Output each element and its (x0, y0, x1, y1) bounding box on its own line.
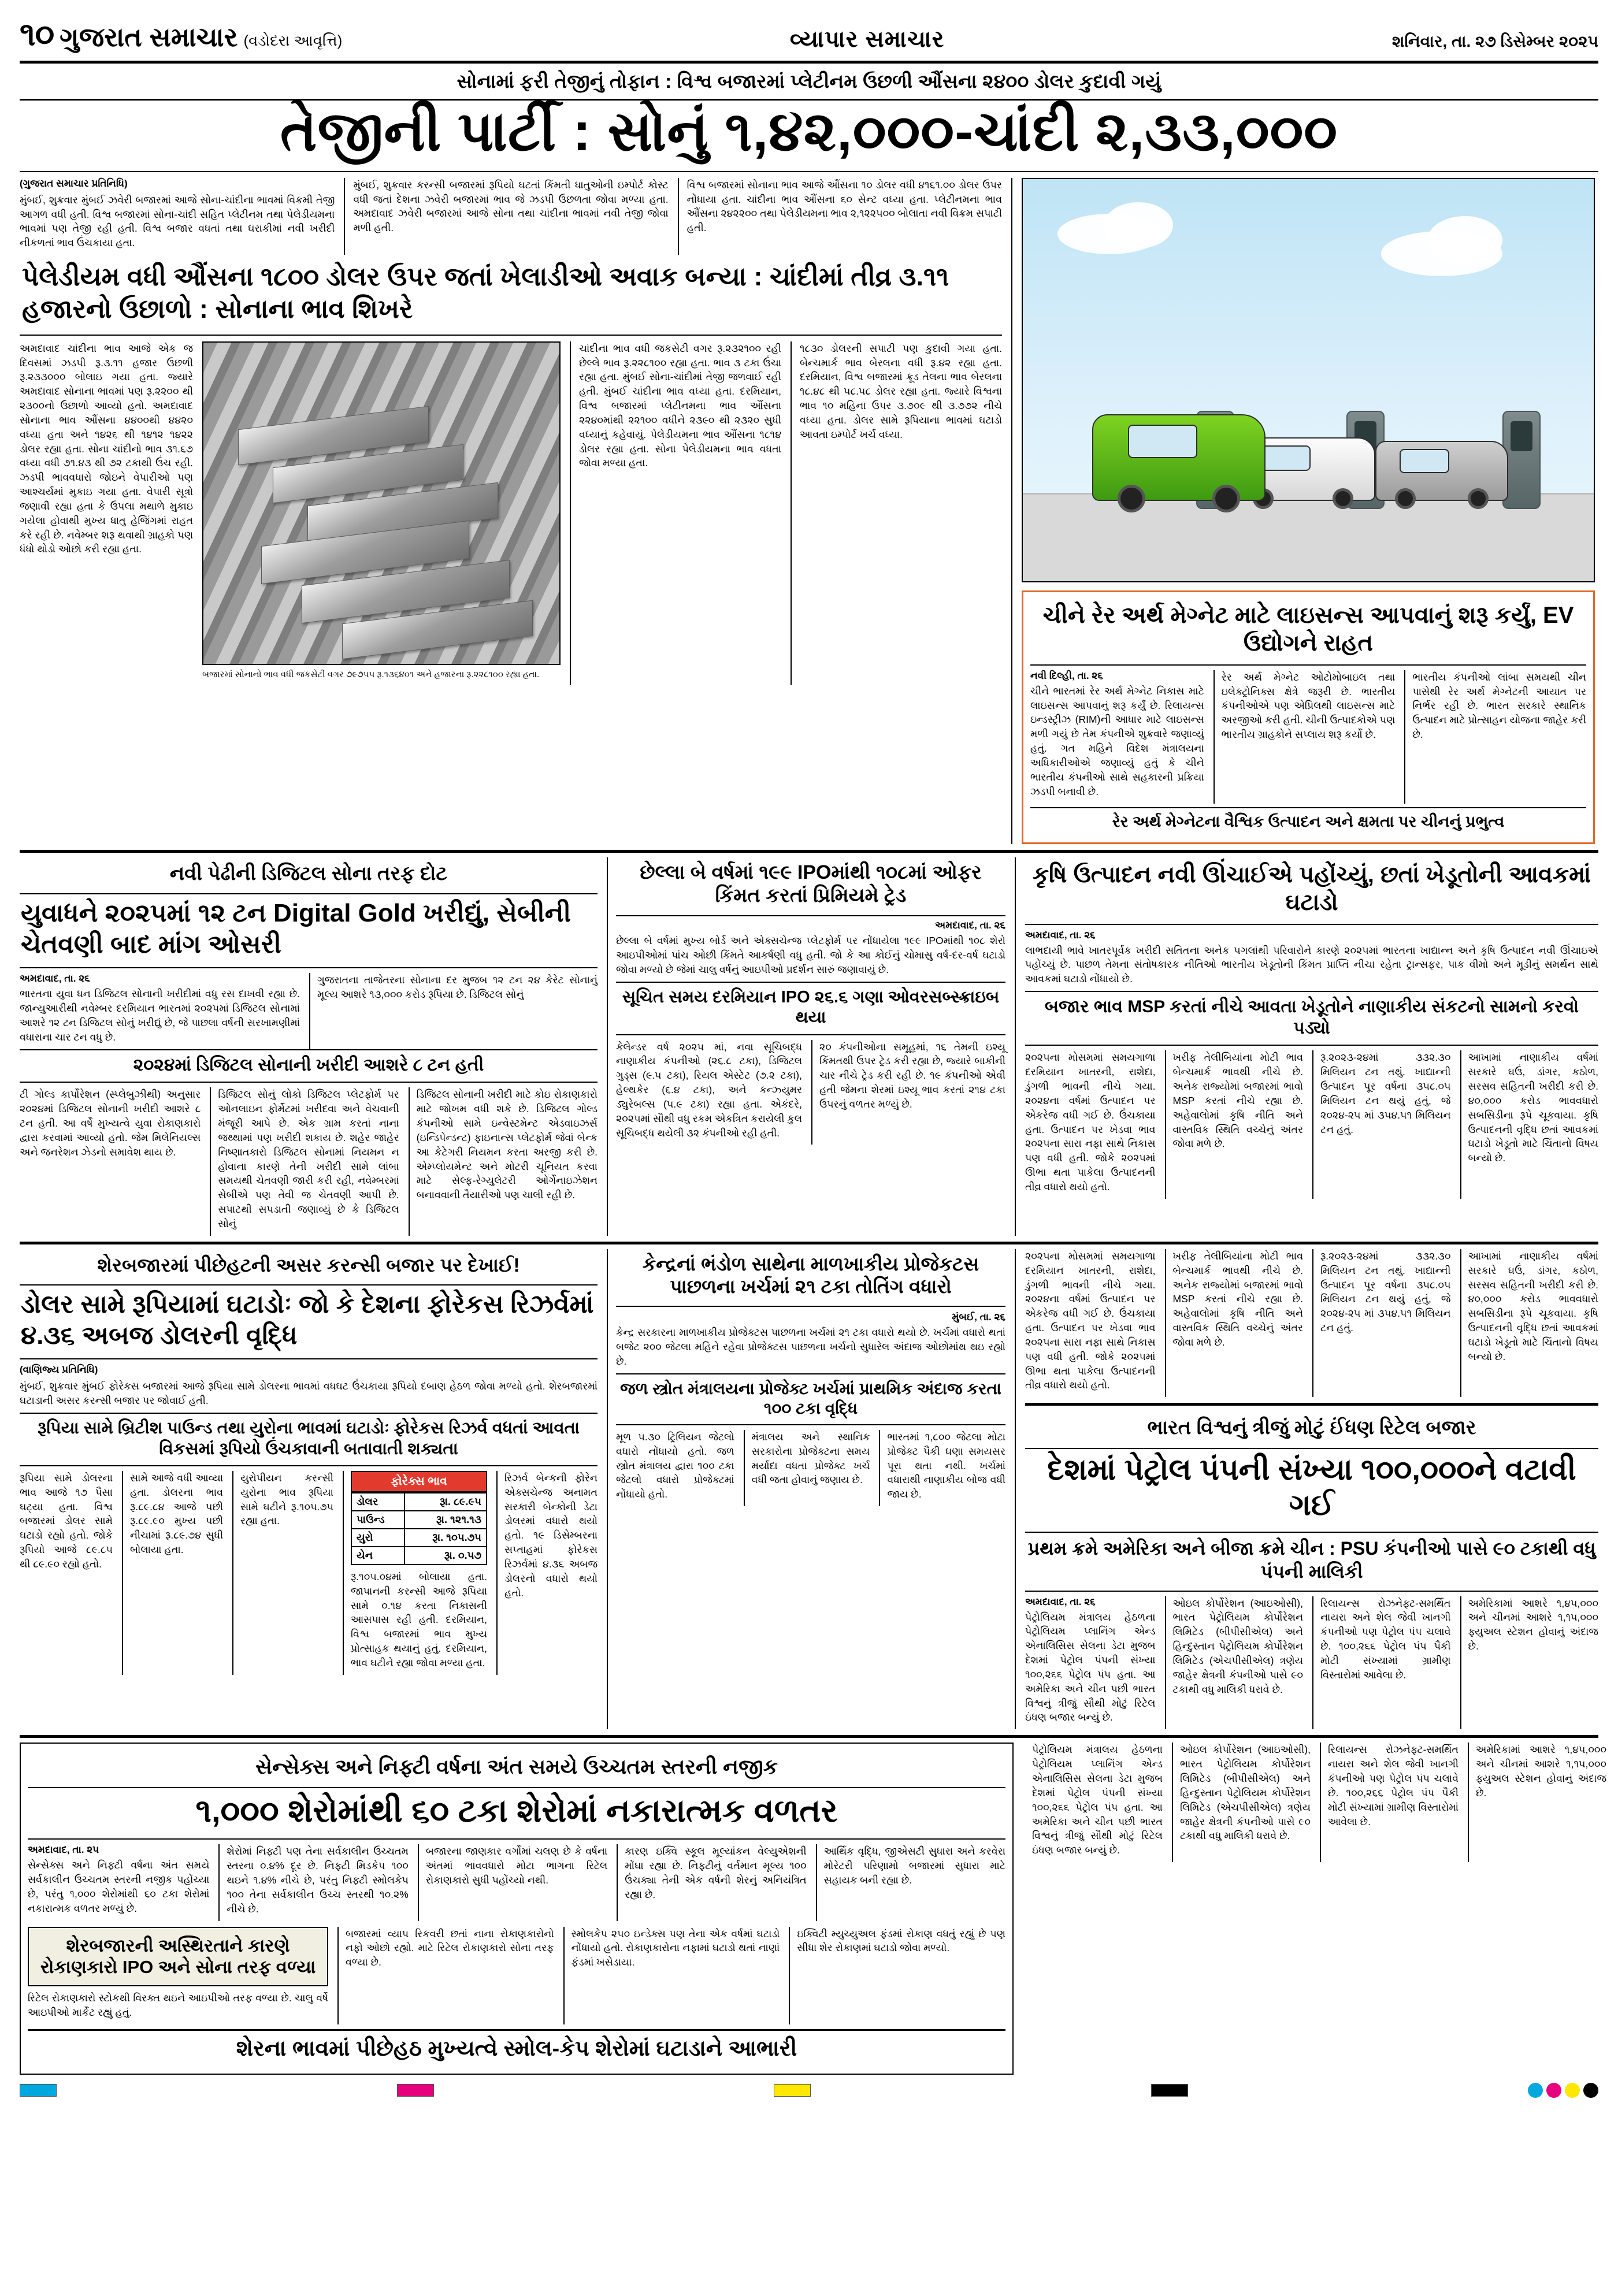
shade-box-paragraph-1: રિટેલ રોકાણકારો સ્ટોકથી વિરક્ત થઇને આઇપીઓ તરફ વળ્યા છે. ચાલુ વર્ષે આઇપીઓ માર્કેટ રહ્યું હતું. (28, 1992, 328, 2018)
digital-gold-paragraph-2: ગુજરાતના તાજેતરના સોનાના દર મુજબ ૧૨ ટન ૨૪ કેરેટ સોનાનું મૂલ્ય આશરે ૧૩,૦૦૦ કરોડ રૂપિયા છે. ડિજિટલ સોનું (317, 974, 598, 1001)
sensex-col-3 (418, 1844, 607, 1920)
table-row (351, 1511, 487, 1529)
digital-gold-subhead: ૨૦૨૪માં ડિજિટલ સોનાની ખરીદી આશરે ૮ ટન હતી (20, 1049, 598, 1083)
silver-caption: બજારમાં સોનાનો ભાવ વધી જકસેટી વગર ૭૯૭૫૫ રૂ.૧૩૬૪૦૧ અને હજારના રૂ.૨૨૮૧૦૦ રહ્યા હતા. (202, 669, 540, 679)
shade-col-4 (789, 1927, 1005, 2024)
lead-paragraph-3: વિશ્વ બજારમાં સોનાના ભાવ આજે ઔંસના ૧૦ ડોલર વધી ૪૧૬૧.૦૦ ડોલર ઉપર નોંધાયા હતા. ચાંદીના ભાવ ઔંસના ૬૦ સેન્ટ વધ્યા હતા. પ્લેટીનમના ભાવ ઔંસના ૨૪૨૨૦૦ તથા પેલેડીયમના ભાવ ૨,૧૨૨૫૦૦ બોલાતા નવી વિક્રમ સપાટી હતી. (686, 179, 1002, 234)
petrol-cont-4 (1468, 1743, 1606, 1862)
china-paragraph-1: ચીને ભારતમાં રેર અર્થ મેગ્નેટ નિકાસ માટે લાઇસન્સ આપવાનું શરૂ કર્યું છે. રિલાયન્સ ઇન્ડસ્ટ્રીઝ (RIM)ની આધાર માટે લાઇસન્સ મળી ગયું છે તેમ કંપનીએ શુક્રવારે જણાવ્યું હતું. ગત મહિને વિદેશ મંત્રાલયના અધિકારીઓએ જણાવ્યું હતું કે ચીને ભારતીય કંપનીઓ સાથે સહકારની પ્રક્રિયા ઝડપી બનાવી છે. (1030, 685, 1204, 797)
gold-bars-illustration (203, 343, 559, 664)
agri-cont-paragraph-4: આખામાં નાણાકીય વર્ષમાં સરકારે ઘઉં, ડાંગર, કઠોળ, સરસવ સહિતની ખરીદી કરી છે. ૪૦,૦૦૦ કરોડ ભાવવધારો સબસિડીના રૂપે ચૂકવાયા. કૃષિ ઉત્પાદનની વૃદ્ધિ છતાં આવકમાં ઘટાડો ખેડૂતો માટે ચિંતાનો વિષય બન્યો છે. (1468, 1250, 1598, 1362)
digital-gold-paragraph-5: ડિજિટલ સોનાની ખરીદી માટે કોઇ રોકાણકારો માટે જોખમ વધી શકે છે. ડિજિટલ ગોલ્ડ કંપનીઓ સામે ઇન્વેસ્ટમેન્ટ એડવાઇઝર્સ (ઇન્ડિપેન્ડન્ટ) ફાઇનાન્સ પ્લેટફોર્મ જેવાં બેન્ક આ કેટેગરી નિયમન કરતા અરજી કરી છે. એમ્પ્લોયમેન્ટ અને મોટરી ચૂનિયત કરવા માટે સેલ્ફ-રેગ્યુલેટરી ઓર્ગેનાઇઝેશન બનાવવાની તૈયારીઓ પણ ચાલી રહી છે. (416, 1088, 598, 1201)
sensex-paragraph-4: કારણ ઇક્વિ સ્કૂલ મૂલ્યાંકન વેલ્યુએશની મોંઘા રહ્યા છે. નિફ્ટીનું વર્તમાન મૂલ્ય ૧૦૦ ઉંચક્યા તેની એક વર્ષની શેરનું અનિયંત્રિત રહ્યા છે. (625, 1845, 807, 1900)
sensex-paragraph-1: સેન્સેક્સ અને નિફ્ટી વર્ષના અંત સમયે સર્વકાલીન ઉચ્ચતમ સ્તરની નજીક પહોંચ્યા છે, પરંતુ ૧,૦૦૦ શેરોમાંથી ૬૦ ટકા શેરોમાં નકારાત્મક વળતર મળ્યું છે. (28, 1859, 210, 1914)
shade-box-paragraph-3: સ્મોલકેપ ૨૫૦ ઇન્ડેક્સ પણ તેના એક વર્ષમાં ઘટાડો નોંધાયો હતો. રોકાણકારોના નફામાં ઘટાડો થતાં નાણાં ફંડમાં ખસેડાયા. (571, 1927, 780, 1968)
ipo-lead-paragraph: છેલ્લા બે વર્ષમાં મુખ્ય બોર્ડ અને એક્સચેન્જ પ્લેટફોર્મ પર નોંધાયેલા ૧૯૯ IPOમાંથી ૧૦૮ શેરો આઇપીઓમાં પાંચ ઓછી કિંમતે આકર્ષણી વધુ હતી. જો કે આ કોઈનું ચોમાસુ વર્ષ-દર-વર્ષ ઘટાડો જોવા મળ્યો છે જેમાં ચાલુ વર્ષનું આઇપીઓ પ્રદર્શન સારું જણાવાયું છે. (616, 935, 1005, 975)
forex-eyebrow: શેરબજારમાં પીછેહટની અસર કરન્સી બજાર પર દેખાઈ! (97, 1254, 520, 1276)
registration-dot-cyan (1528, 2083, 1543, 2098)
page-number: ૧૦ (20, 16, 54, 52)
hydro-paragraph-3: ભારતમાં ૧,૮૦૦ જેટલા મોટા પ્રોજેક્ટ પૈકી ઘણા સમયસર પૂરા થતા નથી. ખર્ચમાં વધારાથી નાણાકીય બોજ વધી જાય છે. (887, 1431, 1006, 1500)
forex-paragraph-5: રિઝર્વ બેન્કની ફોરેન એક્સચેન્જ અનામત સરકારી બેન્કોની ડેટા ડોલરમાં વધારો થયો હતો. ૧૯ ડિસેમ્બરના સપ્તાહમાં ફોરેકસ રિઝર્વમાં ૪.૩૬ અબજ ડોલરનો વધારો થયો હતો. (504, 1472, 598, 1599)
ipo-paragraph-2: ૨૦ કંપનીઓના સમૂહમાં, ૧૬ તેમની ઇશ્યૂ કિંમતથી ઉપર ટ્રેડ કરી રહ્યા છે, જ્યારે બાકીની ચાર નીચે ટ્રેડ કરી રહી છે. ૧૯ કંપનીઓ એવી હતી જેમના શેરમાં ઇશ્યૂ ભાવ કરતાં ૨૧૪ ટકા ઉપરનું વળતર મળ્યું છે. (819, 1041, 1005, 1110)
digital-gold-col-c (20, 1087, 201, 1235)
issue-date: શનિવાર, તા. ૨૭ ડિસેમ્બર ૨૦૨૫ (1391, 32, 1598, 50)
hydro-subhead: જળ સ્ત્રોત મંત્રાલયના પ્રોજેક્ટ ખર્ચમાં પ્રાથમિક અંદાજ કરતા ૧૦૦ ટકા વૃદ્ધિ (616, 1373, 1005, 1425)
petrol-cont-3 (1320, 1743, 1459, 1862)
section-title: વ્યાપાર સમાચાર (789, 27, 945, 52)
forex-paragraph-2: રૂપિયા સામે ડોલરના ભાવ આજે ૧૭ પૈસા ઘટ્યા હતા. વિશ્વ બજારમાં ડોલર સામે ઘટાડો રહ્યો હતો. જોકે રૂપિયો આજે ૮૯.૮૫ થી ૮૯.૯૦ રહ્યો હતો. (20, 1472, 113, 1570)
petrol-pump-story (1025, 1411, 1598, 1729)
petrol-paragraph-1: પેટ્રોલિયમ મંત્રાલય હેઠળના પેટ્રોલિયમ પ્લાનિંગ એન્ડ એનાલિસિસ સેલના ડેટા મુજબ દેશમાં પેટ્રોલ પંપની સંખ્યા ૧૦૦,૨૬૬ પેટ્રોલ પંપ હતા. આ અમેરિકા અને ચીન પછી ભારત વિશ્વનું ત્રીજું સૌથી મોટું રિટેલ ઇંધણ બજાર બન્યું છે. (1025, 1611, 1156, 1723)
hydro-story (607, 1249, 1005, 1729)
forex-headline: ડોલર સામે રૂપિયામાં ઘટાડોઃ જો કે દેશના ફોરેકસ રિઝર્વમાં ૪.૩૬ અબજ ડોલરની વૃદ્ધિ (21, 1290, 594, 1350)
color-swatch-yellow (774, 2084, 811, 2097)
china-col-3 (1404, 670, 1586, 804)
forex-paragraph-1: મુંબઈ, શુક્રવાર મુંબઈ ફોરેકસ બજારમાં આજે રૂપિયા સામે ડોલરના ભાવમાં વધઘટ ઉંચકાયા રૂપિયો દબાણ હેઠળ જોવા મળ્યો હતો. શેરબજારમાં ઘટાડાની અસર કરન્સી બજાર પર જોવાઈ હતી. (20, 1380, 598, 1407)
petrol-cont-2 (1172, 1743, 1311, 1862)
silver-col-1 (20, 341, 193, 685)
china-col-2 (1214, 670, 1396, 804)
registration-dot-yellow (1565, 2083, 1580, 2098)
digital-gold-story (20, 857, 598, 1236)
agri-dateline: અમદાવાદ, તા. ૨૬ (1025, 929, 1096, 941)
forex-col-1 (20, 1471, 113, 1675)
silver-col-4 (791, 341, 1002, 685)
agri-cont-2 (1165, 1249, 1304, 1397)
lead-kicker: સોનામાં ફરી તેજીનું તોફાન : વિશ્વ બજારમાં પ્લેટીનમ ઉછળી ઔંસના ૨૪૦૦ ડોલર કુદાવી ગયું (457, 70, 1161, 92)
lead-col-3 (678, 178, 1002, 255)
digital-gold-paragraph-3: ટી ગોલ્ડ કાર્પોરેશન (સ્પ્લેબુઝીથી) અનુસાર ૨૦૨૪માં ડિજિટલ સોનાની ખરીદી આશરે ૮ ટન હતી. આ વર્ષે મુખ્યત્વે યુવા રોકાણકારો દ્વારા કરવામાં આવ્યો હતો. જેમ મિલેનિયલ્સ અને જનરેશન ઝેડનો સમાવેશ થાય છે. (20, 1088, 201, 1158)
agri-intro-paragraph: લાભદાયી ભાવે ખાતરપૂર્વક ખરીદી સતિતના અનેક પગલાંથી પરિવારોને કારણે ૨૦૨૫માં ભારતના ખાદ્યાન્ન અને કૃષિ ઉત્પાદન નવી ઊંચાઇએ પહોંચ્યું છે. પાછળ તેમના સંતોષકારક નીતિઓ ભારતીય ખેડૂતોની કિંમત પ્રાપ્તિ નીચા રહેતા ટ્રાન્સફર, પાક વીમો અને મૂડીનું સમર્થન સાથે આવકમાં ઘટાડો નોંધાયો છે. (1025, 944, 1598, 985)
ev-figure-column (1011, 178, 1595, 844)
petrol-eyebrow: ભારત વિશ્વનું ત્રીજું મોટું ઈંધણ રિટેલ બજાર (1147, 1417, 1476, 1439)
hydro-headline: કેન્દ્રનાં ભંડોળ સાથેના માળખાકીય પ્રોજેકટસ પાછળના ખર્ચમાં ૨૧ ટકા તોતિંગ વધારો (642, 1253, 979, 1298)
digital-gold-paragraph-4: ડિજિટલ સોનું લોકો ડિજિટલ પ્લેટફોર્મ પર ઓનલાઇન ફોર્મેટમાં ખરીદવા અને વેચવાની મંજૂરી આપે છે. એક ગ્રામ કરતાં નાના જથ્થામાં પણ ખરીદી શકાય છે. શહેર જાહેર નિષ્ણાતકારો ડિજિટલ સોનામાં નિયમન ન હોવાના કારણે તેની ખરીદી સામે લાંબા સમયથી ચેતવણી જારી કરી રહી, નવેમ્બરમાં સેબીએ પણ તેવી જ ચેતવણી આપી છે. સપાટથી સપડાતી જણાવ્યું છે કે ડિજિટલ સોનું (218, 1088, 399, 1230)
petrol-cont-1 (1032, 1743, 1163, 1862)
forex-byline: (વાણિજ્ય પ્રતિનિધિ) (20, 1364, 98, 1376)
sensex-col-5 (816, 1844, 1005, 1920)
table-row (351, 1493, 487, 1511)
petrol-col-3 (1312, 1596, 1451, 1730)
digital-gold-paragraph-1: ભારતના યુવા ધન ડિજિટલ સોનાની ખરીદીમાં વધુ રસ દાખવી રહ્યા છે. જાન્યુઆરીથી નવેમ્બર દરમિયાન ભારતમાં ૨૦૨૫માં ડિજિટલ સોનામાં આશરે ૧૨ ટન ડિજિટલ સોનું ખરીદ્યું છે, જે પાછલા વર્ષની સરખામણીમાં વધારાના ચાર ટન વધુ છે. (20, 988, 300, 1043)
shade-box-paragraph-4: ઇક્વિટી મ્યુચ્યુઅલ ફંડમાં રોકાણ વધતું રહ્યું છે પણ સીધા શેર રોકાણમાં ઘટાડો જોવા મળ્યો. (797, 1927, 1006, 1954)
silver-col-3 (570, 341, 781, 685)
masthead (20, 15, 1598, 58)
forex-row-label: ડોલર (351, 1493, 404, 1511)
sensex-footer-line: શેરના ભાવમાં પીછેહઠ મુખ્યત્વે સ્મોલ-કેપ શેરોમાં ઘટાડાને આભારી (28, 2029, 1005, 2068)
shade-col-3 (563, 1927, 780, 2024)
paper-name: ગુજરાત સમાચાર (60, 22, 238, 52)
silver-story-headline: પેલેડીયમ વધી ઔંસના ૧૮૦૦ ડોલર ઉપર જતાં ખેલાડીઓ અવાક બન્યા : ચાંદીમાં તીવ્ર ૩.૧૧ હજારનો ઉછાળો : સોનાના ભાવ શિખરે (22, 262, 949, 324)
registration-dot-black (1583, 2083, 1598, 2098)
sensex-eyebrow: સેન્સેક્સ અને નિફ્ટી વર્ષના અંત સમયે ઉચ્ચતમ સ્તરની નજીક (255, 1755, 778, 1779)
china-col-1 (1030, 670, 1204, 804)
silver-paragraph-3: ચાંદીના ભાવ વધી જકસેટી વગર રૂ.૨૩૨૧૦૦ રહી છેલ્લે ભાવ રૂ.૨૨૮૧૦૦ રહ્યા હતા. ભાવ ૩ ટકા ઉંચા રહ્યા હતા. મુંબઈ સોના-ચાંદીમાં તેજી જળવાઈ રહી હતી. મુંબઈ ચાંદીના ભાવ વધ્યા હતા. દરમિયાન, વિશ્વ બજારમાં પ્લેટીનમના ભાવ ઔંસના ૨૨૪૦માંથી ૨૨૧૦૦ વધીને ૨૩૯૦ થી ૨૩૨૦ સુધી વધ્યાનું કહેવાયું. પેલેડીયમના ભાવ ઔંસના ૧૮૧૪ ડોલર રહ્યા હતા. સોના પેલેડીયમના ભાવ વધતા જોવા મળ્યા હતા. (579, 342, 781, 469)
silver-paragraph-1: અમદાવાદ ચાંદીના ભાવ આજે એક જ દિવસમાં ઝડપી રૂ.૩.૧૧ હજાર ઉછળી રૂ.૨૩૩૦૦૦ બોલાઇ ગયા હતા. જ્યારે અમદાવાદ સોનાના ભાવમાં પણ રૂ.૨૨૦૦ થી ૨૩૦૦નો ઉછાળો આવ્યો હતો. અમદાવાદ સોનાના ભાવ ઔંસના ૪૪૦૦થી ૪૪૨૦ વધ્યા હતા અને ૧૪૨૬ થી ૧૪૧૨ ૧૪૨૨ ડોલર રહ્યા હતા. સોના ચાંદીનો ભાવ ૩૧.૬૭ વધ્યા વધી ૭૧.૪૩ થી ૭૨ ટકાથી ઉંચ રહી. ઝડપી ભાવવધારો જોઇને વેપારીઓ પણ આશ્ચર્યમાં મુકાઇ ગયા હતા. વેપારી સૂત્રો જણાવી રહ્યા હતા કે ઉપલા મથાળે મુકાઇ ગયેલા હોવાથી મુખ્ય ધાતુ હેજિંગમાં રાહત કરે રહી છે. નવેમ્બર શરૂ થવાથી ગ્રાહકો પણ ધંધો થોડો ઓછો કરી રહ્યા હતા. (20, 342, 193, 555)
agri-col-2 (1165, 1050, 1304, 1198)
agri-cont-4 (1460, 1249, 1599, 1397)
lead-headline: તેજીની પાર્ટી : સોનું ૧,૪૨,૦૦૦-ચાંદી ૨,૩૩,૦૦૦ (280, 101, 1338, 162)
hydro-col-1 (616, 1430, 734, 1506)
ipo-subhead: સૂચિત સમય દરમિયાન IPO ૨૬.૬ ગણા ઓવરસબ્સ્ક્રાઇબ થયા (616, 982, 1005, 1035)
car-green (1092, 414, 1266, 501)
petrol-paragraph-3: રિલાયન્સ રોઝનેફ્ટ-સમર્થિત નાયરા અને શેલ જેવી ખાનગી કંપનીઓ પણ પેટ્રોલ પંપ ચલાવે છે. ૧૦૦,૨૬૬ પેટ્રોલ પંપ પૈકી મોટી સંખ્યામાં ગ્રામીણ વિસ્તારોમાં આવેલા છે. (1320, 1597, 1451, 1681)
china-rare-earth-box (1022, 590, 1595, 844)
forex-row-value: રૂા. ૮૯.૯૫ (404, 1493, 487, 1511)
petrol-cont-paragraph-4: અમેરિકામાં આશરે ૧,૪૫,૦૦૦ અને ચીનમાં આશરે ૧,૧૫,૦૦૦ ફ્યુઅલ સ્ટેશન હોવાનું અંદાજ છે. (1476, 1744, 1606, 1799)
forex-col-a (20, 1364, 598, 1413)
forex-col-4 (343, 1471, 487, 1675)
sensex-col-1 (28, 1844, 209, 1920)
bottom-right-filler (1023, 1743, 1606, 2075)
petrol-cont-paragraph-1: પેટ્રોલિયમ મંત્રાલય હેઠળના પેટ્રોલિયમ પ્લાનિંગ એન્ડ એનાલિસિસ સેલના ડેટા મુજબ દેશમાં પેટ્રોલ પંપની સંખ્યા ૧૦૦,૨૬૬ પેટ્રોલ પંપ હતા. આ અમેરિકા અને ચીન પછી ભારત વિશ્વનું ત્રીજું સૌથી મોટું રિટેલ ઇંધણ બજાર બન્યું છે. (1032, 1744, 1163, 1856)
agri-paragraph-2: ખરીફ તેલીબિયાંના મોટી ભાવ બેન્ચમાર્ક ભાવથી નીચે છે. અનેક રાજ્યોમાં બજારમાં ભાવો MSP કરતાં નીચે રહ્યા છે. અહેવાલોમાં કૃષિ નીતિ અને વાસ્તવિક સ્થિતિ વચ્ચેનું અંતર જોવા મળે છે. (1172, 1052, 1303, 1150)
ipo-col-2 (811, 1040, 1005, 1145)
forex-row-label: પાઉન્ડ (351, 1511, 404, 1529)
petrol-cont-paragraph-2: ઓઇલ કોર્પોરેશન (આઇઓસી), ભારત પેટ્રોલિયમ કોર્પોરેશન લિમિટેડ (બીપીસીએલ) અને હિન્દુસ્તાન પેટ્રોલિયમ કોર્પોરેશન લિમિટેડ (એચપીસીએલ) ત્રણેય જાહેર ક્ષેત્રની કંપનીઓ પાસે ૯૦ ટકાથી વધુ માલિકી ધરાવે છે. (1180, 1744, 1311, 1842)
forex-row-label: યુરો (351, 1529, 404, 1547)
color-swatch-cyan (20, 2084, 57, 2097)
digital-gold-eyebrow: નવી પેઢીની ડિજિટલ સોના તરફ દોટ (169, 862, 448, 885)
registration-dot-magenta (1546, 2083, 1561, 2098)
hydro-paragraph-2: મંત્રાલય અને સ્થાનિક સરકારોના પ્રોજેક્ટના સમય મર્યાદા વધતા પ્રોજેક્ટ ખર્ચ વધી જતા હોવાનું જણાય છે. (751, 1431, 870, 1486)
shade-box-paragraph-2: બજારમાં વ્યાપ રિકવરી છતાં નાના રોકાણકારોનો નફો ઓછો રહ્યો. માટે રિટેલ રોકાણકારો સોના તરફ વળ્યા છે. (346, 1927, 554, 1968)
lead-paragraph-2: મુંબઈ, શુક્રવાર કરન્સી બજારમાં રૂપિયો ઘટતાં કિંમતી ધાતુઓની ઇમ્પોર્ટ કોસ્ટ વધી જતાં દેશના ઝવેરી બજારમાં ભાવ જે ઝડપી ઉછળતા જોવા મળ્યા હતા. અમદાવાદ ઝવેરી બજારમાં આજે સોના તથા ચાંદીના ભાવમાં નવી તેજી જોવા મળી હતી. (353, 179, 669, 234)
petrol-subhead: પ્રથમ ક્રમે અમેરિકા અને બીજા ક્રમે ચીન : PSU કંપનીઓ પાસે ૯૦ ટકાથી વધુ પંપની માલિકી (1027, 1538, 1596, 1582)
sensex-paragraph-5: આર્થિક વૃદ્ધિ, જીએસટી સુધારા અને કરવેરા મોરેટરી પરિણામો બજારમાં સુધારા માટે સહાયક બની રહ્યા છે. (823, 1845, 1006, 1886)
color-swatch-black (1151, 2084, 1188, 2097)
petrol-dateline: અમદાવાદ, તા. ૨૬ (1025, 1596, 1096, 1607)
agri-col-4 (1460, 1050, 1599, 1198)
agri-headline: કૃષિ ઉત્પાદન નવી ઊંચાઈએ પહોંચ્યું, છતાં ખેડૂતોની આવકમાં ઘટાડો (1032, 861, 1591, 915)
agri-paragraph-1: ૨૦૨૫ના મોસમમાં સમયગાળા દરમિયાન ખાતરની, રાશેદા, ડુંગળી ભાવની નીચે ગયા. ૨૦૨૪ના વર્ષમાં ઉત્પાદન પર એકરેજ વધી ગઈ છે. ઉંચકાયા હતા. ઉત્પાદન પર ખેડવા ભાવ ૨૦૨૫ના સારા નફા સાથે નિકાસ પણ વધી હતી. જોકે ૨૦૨૫માં ઊભા થતા પાકેલા ઉત્પાદનની તીવ્ર વધારો થયો હતો. (1025, 1052, 1156, 1192)
forex-col-3 (232, 1471, 333, 1675)
china-dateline: નવી દિલ્હી, તા. ૨૬ (1030, 670, 1103, 681)
forex-subhead: રૂપિયા સામે બ્રિટીશ પાઉન્ડ તથા યુરોના ભાવમાં ઘટાડોઃ ફોરેકસ રિઝર્વ વધતાં આવતા વિકસમાં રૂપિયો ઉંચકાવાની બતાવાતી શક્યતા (20, 1413, 598, 1466)
forex-col-5 (496, 1471, 598, 1675)
digital-gold-col-e (409, 1087, 598, 1235)
agri-col-intro (1025, 930, 1598, 991)
petrol-col-1 (1025, 1596, 1156, 1730)
table-row (351, 1547, 487, 1565)
forex-rate-table (351, 1471, 487, 1565)
hydro-dateline: મુંબઈ, તા. ૨૬ (952, 1312, 1005, 1323)
sensex-paragraph-3: બજારના જાણકાર વર્ગોમાં ચલણ છે કે વર્ષના અંતમાં ભાવવધારો મોટા ભાગના રિટેલ રોકાણકારો સુધી પહોંચ્યો નથી. (425, 1845, 608, 1886)
agri-cont-1 (1025, 1249, 1156, 1397)
sensex-paragraph-2: શેરોમાં નિફ્ટી પણ તેના સર્વકાલીન ઉચ્ચતમ સ્તરના ૦.૪% દૂર છે. નિફ્ટી મિડકેપ ૧૦૦ થઇને ૧.૪% નીચે છે, પરંતુ નિફ્ટી સ્મોલકેપ ૧૦૦ તેના સર્વકાલીન ઉચ્ચ સ્તરથી ૧૦.૨% નીચે છે. (227, 1845, 409, 1915)
agri-subhead: બજાર ભાવ MSP કરતાં નીચે આવતા ખેડૂતોને નાણાકીય સંકટનો સામનો કરવો પડ્યો (1025, 991, 1598, 1046)
forex-table-title: ફોરેક્સ ભાવ (351, 1471, 487, 1492)
masthead-left (20, 15, 342, 54)
hydro-paragraph-1: મૂળ ૫.૩૦ ટ્રિલિયન જેટલો વધારો નોંધાયો હતો. જળ સ્ત્રોત મંત્રાલય દ્વારા ૧૦૦ ટકા જેટલો વધારો પ્રોજેક્ટમાં નોંધાયો હતો. (616, 1431, 734, 1500)
forex-after-table-paragraph: રૂ.૧૦૫.૦૪માં બોલાયા હતા. જાપાનની કરન્સી આજે રૂપિયા સામે ૦.૧૪ કરતા નિકાસની આસપાસ રહી હતી. દરમિયાન, વિશ્વ બજારમાં ભાવ મુખ્ય પ્રોત્સાહક થયાનું હતું. દરમિયાન, ભાવ ઘટીને રહ્યા જોવા મળ્યા હતા. (351, 1570, 487, 1669)
petrol-col-4 (1460, 1596, 1599, 1730)
agri-cont-3 (1312, 1249, 1451, 1397)
digital-gold-dateline: અમદાવાદ, તા. ૨૬ (20, 973, 90, 984)
sensex-story (20, 1743, 1014, 2075)
agri-col-3 (1312, 1050, 1451, 1198)
ipo-col-1 (616, 1040, 802, 1145)
petrol-headline: દેશમાં પેટ્રોલ પંપની સંખ્યા ૧૦૦,૦૦૦ને વટાવી ગઈ (1047, 1452, 1576, 1522)
forex-col-2 (122, 1471, 223, 1675)
ipo-dateline: અમદાવાદ, તા. ૨૬ (935, 920, 1005, 931)
sensex-col-4 (617, 1844, 806, 1920)
lead-col-2 (344, 178, 668, 255)
china-headline: ચીને રેર અર્થ મેગ્નેટ માટે લાઇસન્સ આપવાનું શરૂ કર્યું, EV ઉદ્યોગને રાહત (1042, 602, 1574, 656)
ipo-gold-shift-box (28, 1927, 328, 1987)
petrol-paragraph-4: અમેરિકામાં આશરે ૧,૪૫,૦૦૦ અને ચીનમાં આશરે ૧,૧૫,૦૦૦ ફ્યુઅલ સ્ટેશન હોવાનું અંદાજ છે. (1468, 1597, 1598, 1652)
forex-row-value: રૂા. ૧૨૧.૧૩ (404, 1511, 487, 1529)
agri-paragraph-3: રૂ.૨૦૨૩-૨૪માં ૩૩૨.૩૦ મિલિયન ટન તથું. ખાદ્યાન્ની ઉત્પાદન પૂર વર્ષના ૩૫૮.૦૫ મિલિયન ટન થયું હતું, જે ૨૦૨૪-૨૫ માં ૩૫૪.૫૧ મિલિયન ટન હતું. (1320, 1052, 1451, 1135)
gold-bars-figure (202, 341, 561, 685)
forex-paragraph-3: સામે આજે વધી આવ્યા હતા. ડોલરના ભાવ રૂ.૮૯.૮૪ આજે પછી રૂ.૮૯.૯૦ મુખ્ય પછી નીચામાં રૂ.૮૯.૭૪ સુધી બોલાયા હતા. (130, 1472, 223, 1556)
ev-charging-illustration (1022, 178, 1595, 582)
forex-story (20, 1249, 598, 1729)
petrol-col-2 (1165, 1596, 1304, 1730)
forex-row-value: રૂા. ૦.૫૭ (404, 1547, 487, 1565)
color-swatch-magenta (397, 2084, 434, 2097)
petrol-cont-paragraph-3: રિલાયન્સ રોઝનેફ્ટ-સમર્થિત નાયરા અને શેલ જેવી ખાનગી કંપનીઓ પણ પેટ્રોલ પંપ ચલાવે છે. ૧૦૦,૨૬૬ પેટ્રોલ પંપ પૈકી મોટી સંખ્યામાં ગ્રામીણ વિસ્તારોમાં આવેલા છે. (1328, 1744, 1459, 1827)
ipo-story (607, 857, 1005, 1236)
agri-cont-paragraph-3: રૂ.૨૦૨૩-૨૪માં ૩૩૨.૩૦ મિલિયન ટન તથું. ખાદ્યાન્ની ઉત્પાદન પૂર વર્ષના ૩૫૮.૦૫ મિલિયન ટન થયું હતું, જે ૨૦૨૪-૨૫ માં ૩૫૪.૫૧ મિલિયન ટન હતું. (1320, 1250, 1451, 1334)
lead-paragraph-1: મુંબઈ, શુક્રવાર મુંબઈ ઝવેરી બજારમાં આજે સોના-ચાંદીના ભાવમાં વિક્રમી તેજી આગળ વધી હતી. વિશ્વ બજારમાં સોના-ચાંદી સહિત પ્લેટીનમ તથા પેલેડીયમના ભાવમાં પણ તેજી રહી હતી. વિશ્વ બજાર વધતાં તથા ઘરાકીમાં નવી ખરીદી નીકળતાં ભાવ ઉંચકાયા હતા. (20, 194, 335, 249)
agri-cont-paragraph-1: ૨૦૨૫ના મોસમમાં સમયગાળા દરમિયાન ખાતરની, રાશેદા, ડુંગળી ભાવની નીચે ગયા. ૨૦૨૪ના વર્ષમાં ઉત્પાદન પર એકરેજ વધી ગઈ છે. ઉંચકાયા હતા. ઉત્પાદન પર ખેડવા ભાવ ૨૦૨૫ના સારા નફા સાથે નિકાસ પણ વધી હતી. જોકે ૨૦૨૫માં ઊભા થતા પાકેલા ઉત્પાદનની તીવ્ર વધારો થયો હતો. (1025, 1250, 1156, 1391)
digital-gold-col-a (20, 973, 300, 1049)
china-footer-line: રેર અર્થ મેગ્નેટના વૈશ્વિક ઉત્પાદન અને ક્ષમતા પર ચીનનું પ્રભુત્વ (1030, 807, 1586, 837)
digital-gold-headline: યુવાધને ૨૦૨૫માં ૧૨ ટન Digital Gold ખરીદ્યું, સેબીની ચેતવણી બાદ માંગ ઓસરી (21, 899, 572, 958)
shade-box-headline: શેરબજારની અસ્થિરતાને કારણે રોકાણકારો IPO અને સોના તરફ વળ્યા (40, 1935, 316, 1978)
agri-story (1015, 857, 1598, 1236)
hydro-col-2 (744, 1430, 870, 1506)
sensex-dateline: અમદાવાદ, તા. ૨૫ (28, 1844, 99, 1856)
digital-gold-col-b (309, 973, 598, 1049)
agri-continued-column (1015, 1249, 1598, 1729)
hydro-lead-paragraph: કેન્દ્ર સરકારના માળખાકીય પ્રોજેક્ટસ પાછળના ખર્ચમાં ૨૧ ટકા વધારો થયો છે. ખર્ચમાં વધારો થતાં બજેટ ૨૦૦ જેટલા મહિને રહેવા પ્રોજેક્ટસ પાછળના ખર્ચનો સુધારેલ અંદાજ ઓછોમાંથ થઇ રહ્યો છે. (616, 1327, 1005, 1367)
table-row (351, 1529, 487, 1547)
ipo-paragraph-1: કેલેન્ડર વર્ષ ૨૦૨૫ માં, નવા સૂચિબદ્ધ નાણાકીય કંપનીઓ (૨૬.૮ ટકા), ડિજિટલ ગુડ્સ (૯.૫ ટકા), રિયલ એસ્ટેટ (૭.૨ ટકા), હેલ્થકેર (૬.૪ ટકા), અને કન્ઝ્યુમર ડ્યુરેબલ્સ (૫.૯ ટકા) રહ્યા હતા. એકંદરે, ૨૦૨૫માં સૌથી વધુ રકમ એકત્રિત કરાયેલી કુલ સૂચિબદ્ધ થયેલી ૩૨ કંપનીઓ રહી હતી. (616, 1041, 802, 1139)
agri-cont-paragraph-2: ખરીફ તેલીબિયાંના મોટી ભાવ બેન્ચમાર્ક ભાવથી નીચે છે. અનેક રાજ્યોમાં બજારમાં ભાવો MSP કરતાં નીચે રહ્યા છે. અહેવાલોમાં કૃષિ નીતિ અને વાસ્તવિક સ્થિતિ વચ્ચેનું અંતર જોવા મળે છે. (1172, 1250, 1303, 1348)
agri-col-1 (1025, 1050, 1156, 1198)
ipo-headline: છેલ્લા બે વર્ષમાં ૧૯૯ IPOમાંથી ૧૦૮માં ઓફર કિંમત કરતાં પ્રિમિયમે ટ્રેડ (640, 861, 982, 907)
silver-paragraph-4: ૧૮૩૦ ડોલરની સપાટી પણ કુદાવી ગયા હતા. બેન્ચમાર્ક ભાવ બેરલના વધી રૂ.૪૨ રહ્યા હતા. દરમિયાન, વિશ્વ બજારમાં ક્રૂડ તેલના ભાવ બેરલના ૧૮.૪૮ થી ૫૮.૫૮ ડોલર રહ્યા હતા. જ્યારે વિશ્વના ભાવ ૧૦ મહિના ઉપર ૩.૭૦૯ થી ૩.૭૭૨ નીચે વધ્યા હતા. ડોલર સામે રૂપિયાના ભાવમાં ઘટાડો આવતા ઇમ્પોર્ટ ખર્ચ વધ્યા. (800, 342, 1002, 440)
petrol-paragraph-2: ઓઇલ કોર્પોરેશન (આઇઓસી), ભારત પેટ્રોલિયમ કોર્પોરેશન લિમિટેડ (બીપીસીએલ) અને હિન્દુસ્તાન પેટ્રોલિયમ કોર્પોરેશન લિમિટેડ (એચપીસીએલ) ત્રણેય જાહેર ક્ષેત્રની કંપનીઓ પાસે ૯૦ ટકાથી વધુ માલિકી ધરાવે છે. (1172, 1597, 1303, 1695)
forex-row-label: યેન (351, 1547, 404, 1565)
hydro-col-lead (616, 1312, 1005, 1373)
sensex-col-2 (218, 1844, 408, 1920)
agri-paragraph-4: આખામાં નાણાકીય વર્ષમાં સરકારે ઘઉં, ડાંગર, કઠોળ, સરસવ સહિતની ખરીદી કરી છે. ૪૦,૦૦૦ કરોડ ભાવવધારો સબસિડીના રૂપે ચૂકવાયા. કૃષિ ઉત્પાદનની વૃદ્ધિ છતાં આવકમાં ઘટાડો ખેડૂતો માટે ચિંતાનો વિષય બન્યો છે. (1468, 1052, 1598, 1164)
forex-paragraph-4: યુરોપીયન કરન્સી યુરોના ભાવ રૂપિયા સામે ઘટીને રૂ.૧૦૫.૭૫ રહ્યા હતા. (240, 1472, 333, 1527)
shade-col-2 (337, 1927, 554, 2024)
forex-row-value: રૂા. ૧૦૫.૭૫ (404, 1529, 487, 1547)
lead-byline: (ગુજરાત સમાચાર પ્રતિનિધિ) (20, 177, 128, 189)
edition-label: (વડોદરા આવૃત્તિ) (243, 32, 343, 49)
sensex-headline: ૧,૦૦૦ શેરોમાંથી ૬૦ ટકા શેરોમાં નકારાત્મક વળતર (195, 1792, 838, 1829)
china-paragraph-3: ભારતીય કંપનીઓ લાંબા સમયથી ચીન પાસેથી રેર અર્થ મેગ્નેટની આયાત પર નિર્ભર રહી છે. ભારત સરકારે સ્થાનિક ઉત્પાદન માટે પ્રોત્સાહન યોજના જાહેર કરી છે. (1412, 671, 1587, 741)
china-paragraph-2: રેર અર્થ મેગ્નેટ ઓટોમોબાઇલ તથા ઇલેક્ટ્રોનિક્સ ક્ષેત્રે જરૂરી છે. ભારતીય કંપનીઓએ પણ એપ્રિલથી લાઇસન્સ માટે અરજીઓ કરી હતી. ચીની ઉત્પાદકોએ પણ ભારતીય ગ્રાહકોને સપ્લાય શરૂ કર્યો છે. (1221, 671, 1396, 741)
digital-gold-col-d (210, 1087, 399, 1235)
hydro-col-3 (879, 1430, 1005, 1506)
lead-col-1 (20, 178, 335, 255)
print-registration-strip (20, 2075, 1598, 2100)
car-grey (1375, 441, 1508, 501)
